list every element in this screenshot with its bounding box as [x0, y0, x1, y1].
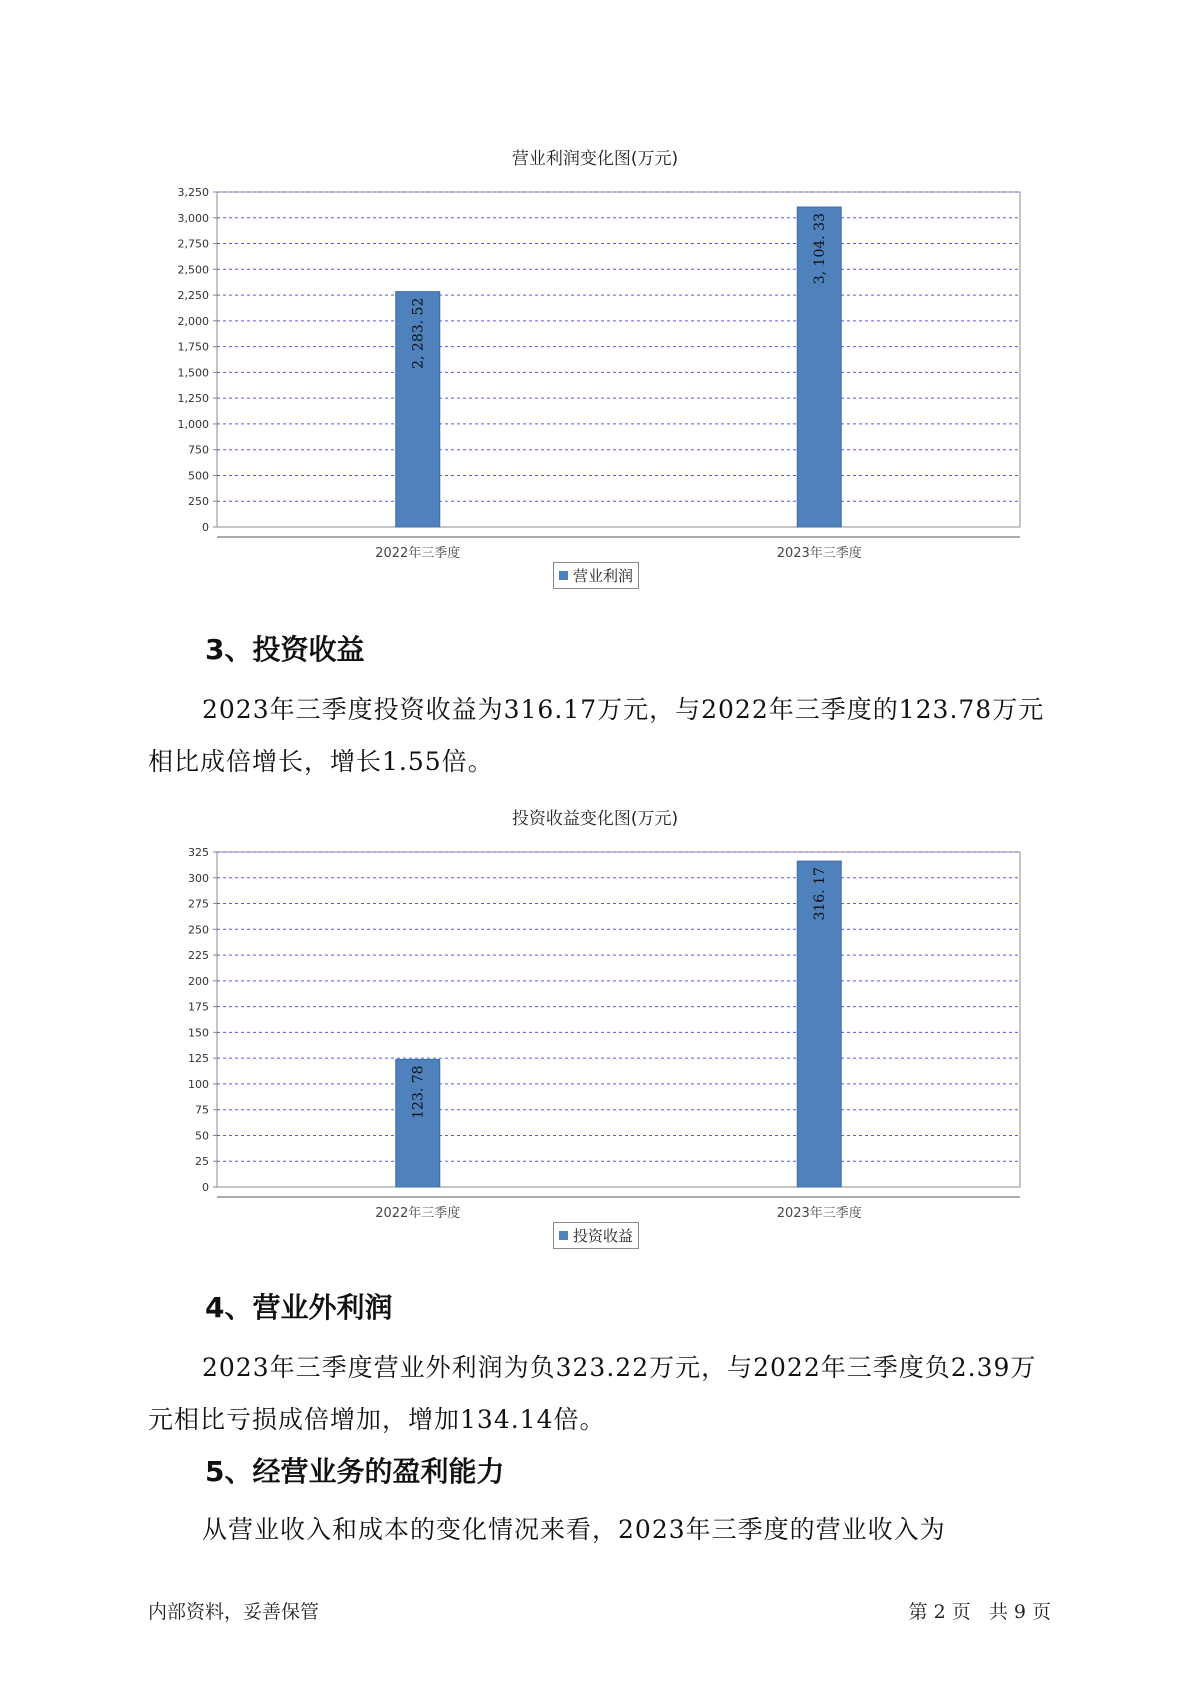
section-heading-non-operating-profit: 4、营业外利润 [205, 1291, 393, 1324]
paragraph-line: 相比成倍增长，增长1.55倍。 [148, 747, 494, 776]
y-tick-label: 150 [188, 1026, 209, 1040]
x-tick-label: 2022年三季度 [375, 1206, 461, 1221]
legend-label: 营业利润 [573, 567, 634, 585]
chart-plot [160, 840, 1030, 1250]
chart-legend [553, 1222, 639, 1249]
section-heading-investment-income: 3、投资收益 [205, 633, 365, 666]
y-tick-label: 50 [195, 1129, 209, 1143]
y-tick-label: 250 [188, 923, 209, 937]
plot-area [217, 192, 1020, 527]
investment-income-chart [160, 800, 1030, 1260]
footer-page-number: 第 2 页 共 9 页 [908, 1601, 1051, 1623]
paragraph-investment-income [148, 684, 1048, 788]
legend-swatch [559, 1231, 568, 1240]
y-tick-label: 275 [188, 897, 209, 911]
y-tick-label: 125 [188, 1052, 209, 1066]
chart-title: 投资收益变化图(万元) [511, 809, 679, 829]
y-tick-label: 200 [188, 974, 209, 988]
bar-value-label: 2, 283. 52 [410, 297, 427, 369]
y-tick-label: 750 [188, 443, 209, 457]
section-heading-profitability: 5、经营业务的盈利能力 [205, 1455, 505, 1488]
y-tick-label: 100 [188, 1077, 209, 1091]
paragraph-profitability [148, 1504, 1048, 1556]
legend-label: 投资收益 [573, 1227, 634, 1245]
y-tick-label: 1,000 [177, 417, 209, 431]
bar-value-label: 123. 78 [410, 1065, 427, 1119]
y-tick-label: 300 [188, 871, 209, 885]
y-tick-label: 1,250 [177, 392, 209, 406]
x-tick-label: 2023年三季度 [776, 1206, 862, 1221]
y-tick-label: 225 [188, 949, 209, 963]
paragraph-line: 2023年三季度营业外利润为负323.22万元，与2022年三季度负2.39万 [202, 1353, 1037, 1382]
chart-plot [160, 180, 1030, 590]
y-tick-label: 75 [195, 1103, 209, 1117]
operating-profit-chart [160, 140, 1030, 600]
chart-title: 营业利润变化图(万元) [511, 149, 679, 169]
chart-legend [553, 562, 639, 589]
y-tick-label: 3,250 [177, 186, 209, 199]
y-tick-label: 3,000 [177, 211, 209, 225]
y-tick-label: 1,500 [177, 366, 209, 380]
x-tick-label: 2023年三季度 [776, 546, 862, 561]
y-tick-label: 25 [195, 1155, 209, 1169]
paragraph-non-operating-profit [148, 1342, 1048, 1446]
y-tick-label: 250 [188, 495, 209, 509]
y-tick-label: 0 [202, 521, 209, 534]
legend-swatch [559, 571, 568, 580]
y-tick-label: 1,750 [177, 340, 209, 354]
y-tick-label: 2,750 [177, 237, 209, 251]
bar-value-label: 3, 104. 33 [812, 213, 829, 285]
y-tick-label: 0 [202, 1181, 209, 1194]
paragraph-line: 从营业收入和成本的变化情况来看，2023年三季度的营业收入为 [202, 1515, 946, 1544]
plot-area [217, 852, 1020, 1187]
y-tick-label: 175 [188, 1000, 209, 1014]
y-tick-label: 2,500 [177, 263, 209, 277]
y-tick-label: 2,000 [177, 314, 209, 328]
y-tick-label: 2,250 [177, 289, 209, 303]
paragraph-line: 元相比亏损成倍增加，增加134.14倍。 [148, 1405, 606, 1434]
y-tick-label: 500 [188, 469, 209, 483]
y-tick-label: 325 [188, 846, 209, 859]
bar-value-label: 316. 17 [812, 867, 829, 921]
paragraph-line: 2023年三季度投资收益为316.17万元，与2022年三季度的123.78万元 [202, 695, 1045, 724]
x-tick-label: 2022年三季度 [375, 546, 461, 561]
footer-confidential-note: 内部资料，妥善保管 [148, 1601, 320, 1623]
